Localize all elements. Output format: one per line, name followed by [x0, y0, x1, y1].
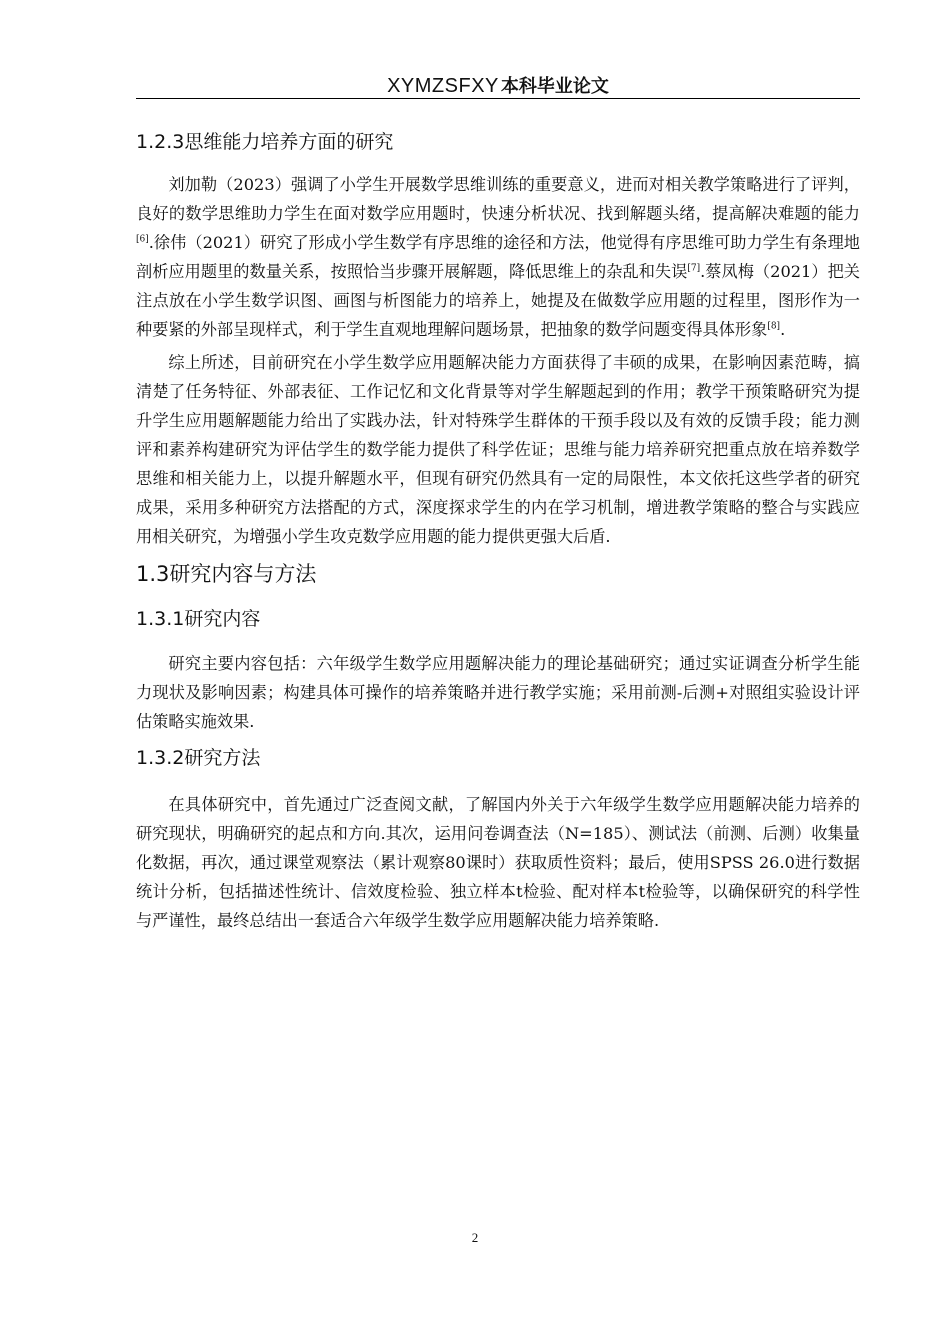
page-body [136, 122, 860, 935]
paragraph-text: .徐伟（2021）研究了形成小学生数学有序思维的途径和方法，他觉得有序思维可助力学生有条理地剖析应用题里的数量关系，按照恰当步骤开展解题，降低思维上的杂乱和失误 [136, 233, 860, 281]
paragraph-text: . [780, 320, 786, 339]
header-title-cn: 本科毕业论文 [500, 76, 609, 97]
paragraph-text: 刘加勒（2023）强调了小学生开展数学思维训练的重要意义，进而对相关教学策略进行了评判，良好的数学思维助力学生在面对数学应用题时，快速分析状况、找到解题头绪，提高解决难题的能力 [136, 175, 860, 223]
header-title-en: XYMZSFXY [387, 75, 499, 97]
citation-ref: [6] [136, 234, 149, 245]
running-header [136, 72, 860, 99]
paragraph-research-content: 研究主要内容包括：六年级学生数学应用题解决能力的理论基础研究；通过实证调查分析学生能力现状及影响因素；构建具体可操作的培养策略并进行教学实施；采用前测-后测+对照组实验设计评估策略实施效果. [136, 654, 860, 731]
citation-ref: [8] [767, 321, 781, 332]
page-number: 2 [471, 1230, 479, 1245]
heading-1-3: 1.3研究内容与方法 [136, 562, 317, 586]
heading-1-3-2: 1.3.2研究方法 [136, 747, 261, 769]
citation-ref: [7] [687, 263, 701, 274]
paragraph-text: .蔡凤梅（2021）把关注点放在小学生数学识图、画图与析图能力的培养上，她提及在做数学应用题的过程里，图形作为一种要紧的外部呈现样式，利于学生直观地理解问题场景，把抽象的数学问题变得具体形象 [136, 262, 860, 339]
heading-1-3-1: 1.3.1研究内容 [136, 608, 261, 630]
paragraph-summary: 综上所述，目前研究在小学生数学应用题解决能力方面获得了丰硕的成果，在影响因素范畴，搞清楚了任务特征、外部表征、工作记忆和文化背景等对学生解题起到的作用；教学干预策略研究为提升学生应用题解题能力给出了实践办法，针对特殊学生群体的干预手段以及有效的反馈手段；能力测评和素养构建研究为评估学生的数学能力提供了科学佐证；思维与能力培养研究把重点放在培养数学思维和相关能力上，以提升解题水平，但现有研究仍然具有一定的局限性，本文依托这些学者的研究成果，采用多种研究方法搭配的方式，深度探求学生的内在学习机制，增进教学策略的整合与实践应用相关研究，为增强小学生攻克数学应用题的能力提供更强大后盾. [136, 353, 860, 546]
paragraph-thinking-research [136, 170, 860, 344]
heading-1-2-3: 1.2.3思维能力培养方面的研究 [136, 131, 394, 153]
paragraph-research-methods: 在具体研究中，首先通过广泛查阅文献，了解国内外关于六年级学生数学应用题解决能力培养的研究现状，明确研究的起点和方向.其次，运用问卷调查法（N=185）、测试法（前测、后测）收集量化数据，再次，通过课堂观察法（累计观察80课时）获取质性资料；最后，使用SPSS 26.0进行数据统计分析，包括描述性统计、信效度检验、独立样本t检验、配对样本t检验等，以确保研究的科学性与严谨性，最终总结出一套适合六年级学生数学应用题解决能力培养策略. [136, 795, 860, 930]
